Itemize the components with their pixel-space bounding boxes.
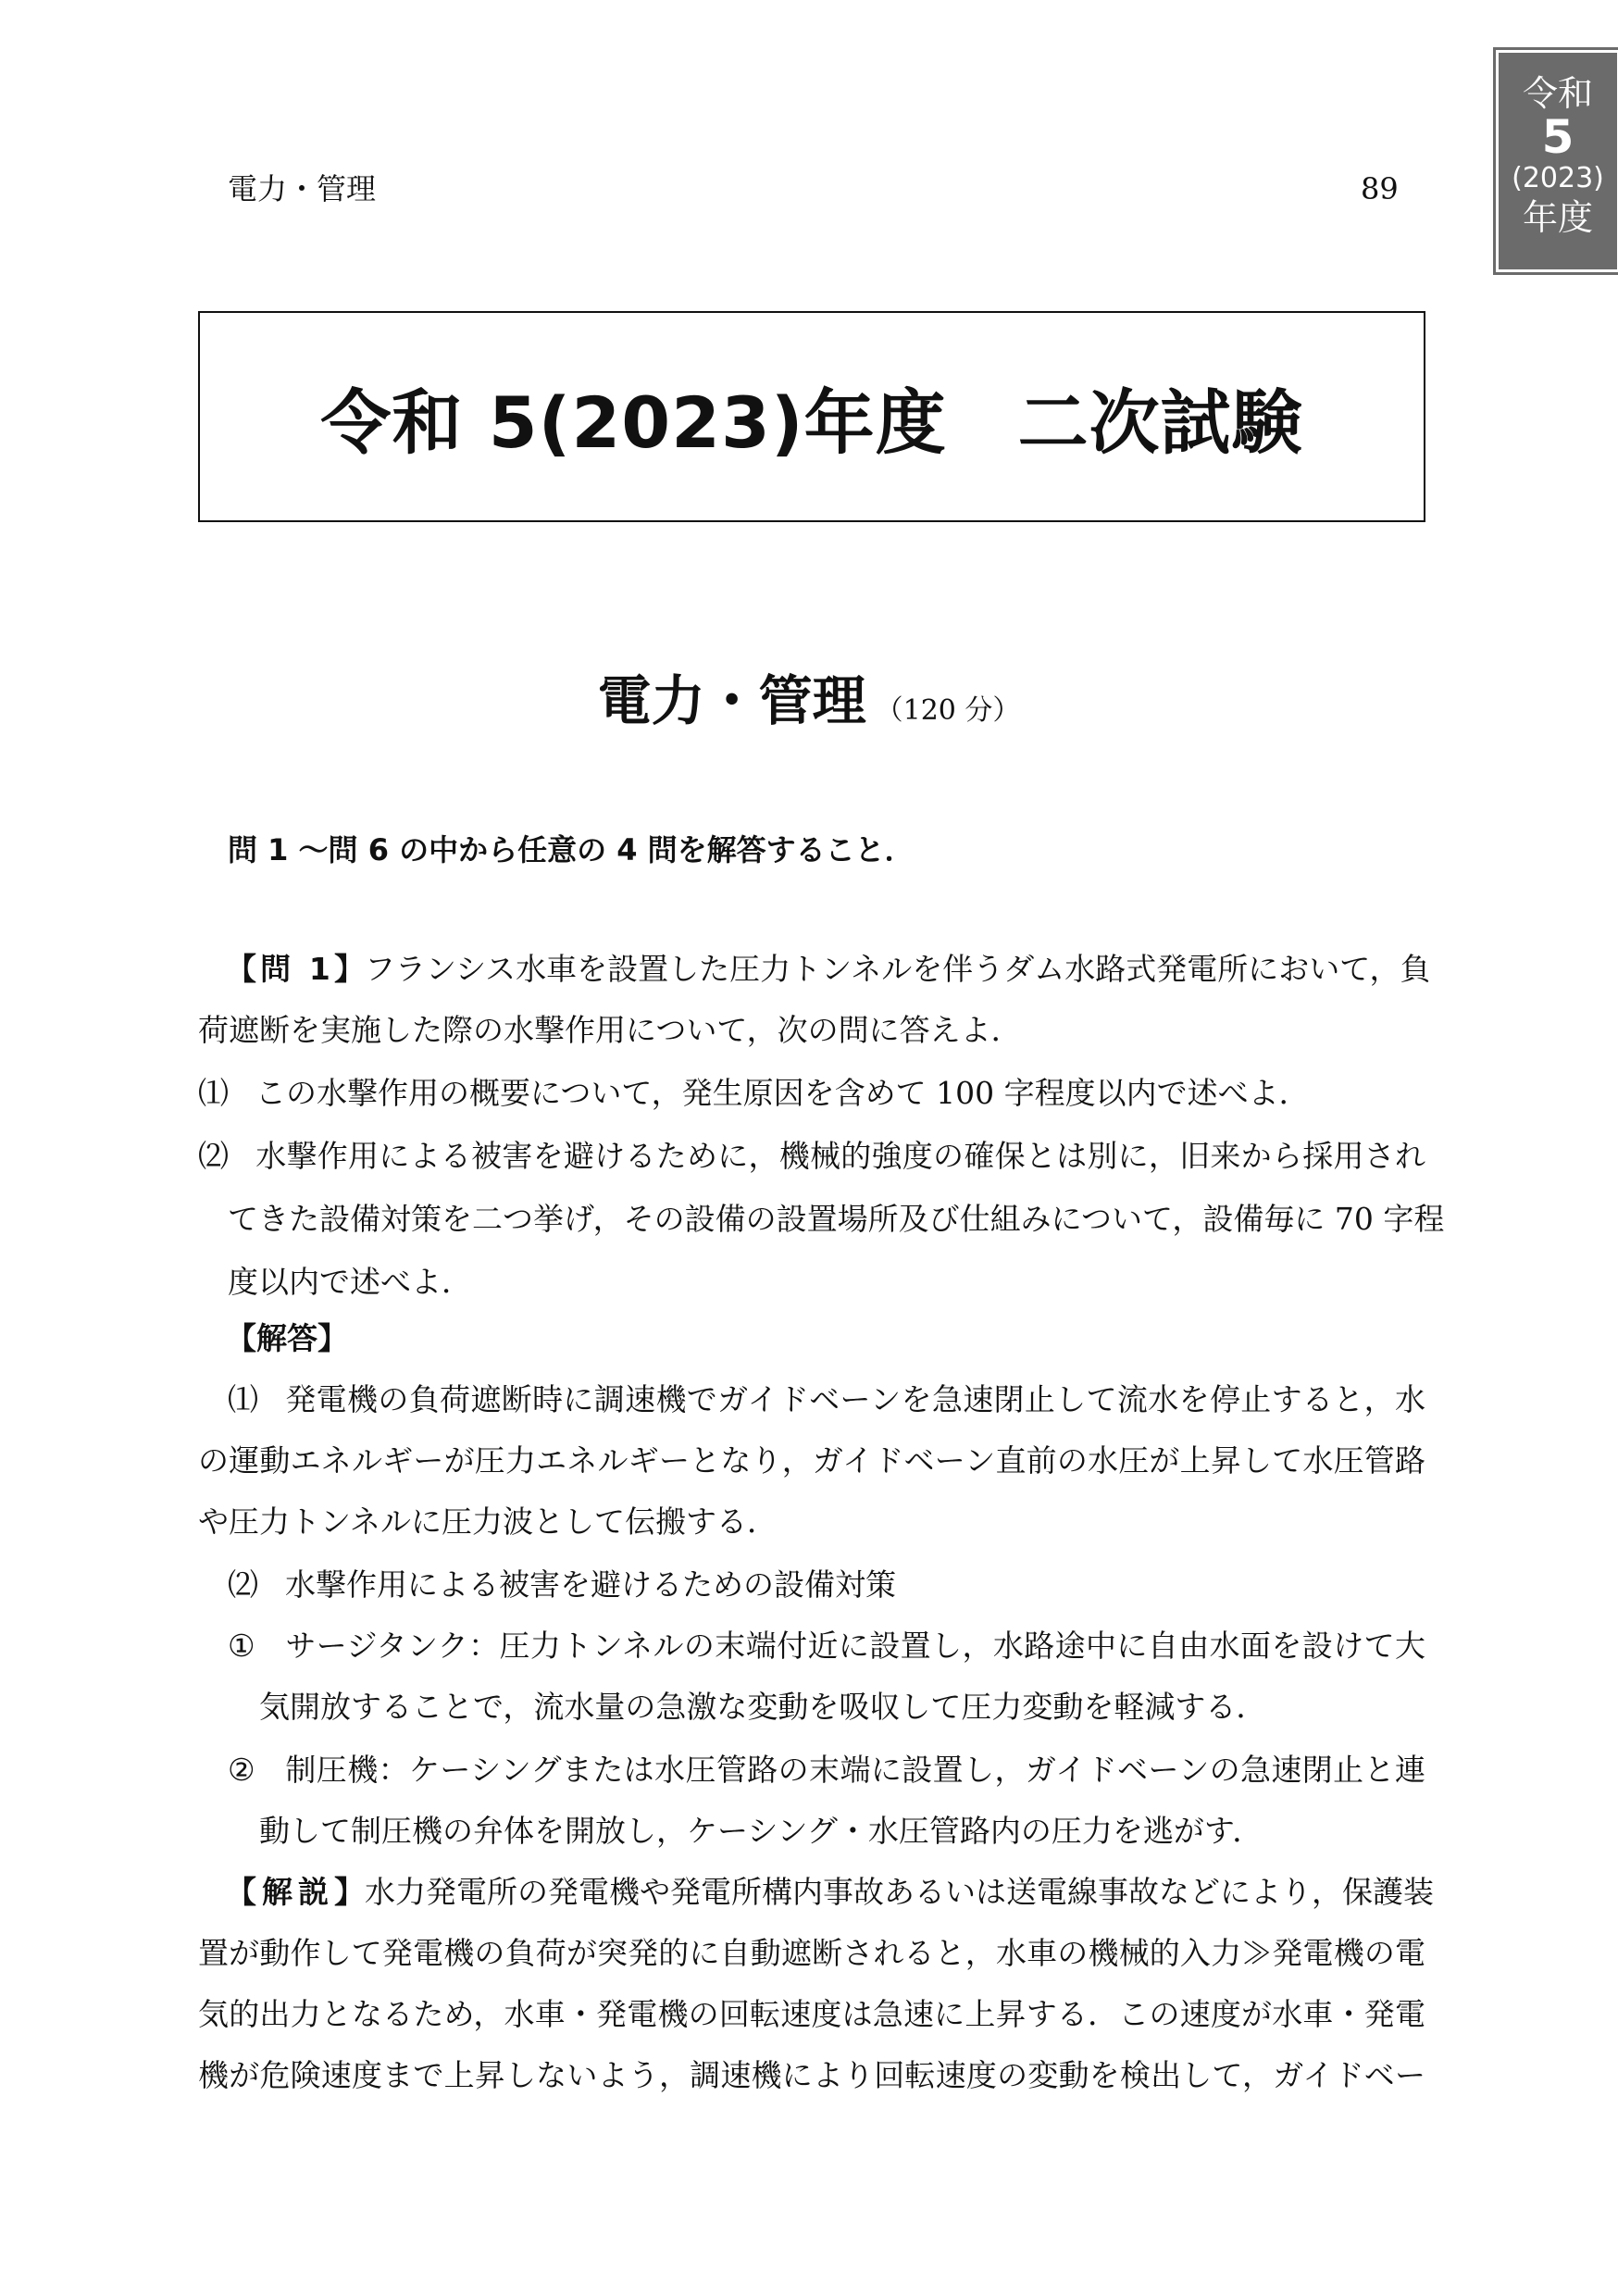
answer-1-marker: ⑴ <box>228 1381 258 1417</box>
year-side-tab <box>1496 50 1618 272</box>
answer-2-marker: ⑵ <box>228 1566 258 1603</box>
explanation-line-3: 気的出力となるため，水車・発電機の回転速度は急速に上昇する．この速度が水車・発電 <box>198 1996 1425 2032</box>
question-line-2: 荷遮断を実施した際の水撃作用について，次の問に答えよ． <box>198 1012 1022 1048</box>
question-item-2-line-2: てきた設備対策を二つ挙げ，その設備の設置場所及び仕組みについて，設備毎に 70 字程 <box>228 1201 1445 1237</box>
question-item-1-text: この水撃作用の概要について，発生原因を含めて 100 字程度以内で述べよ． <box>255 1075 1310 1111</box>
answer-2-item-2-marker: ② <box>228 1752 255 1788</box>
question-item-2-line-1 <box>198 1127 1425 1186</box>
answer-2-item-1-text-1: サージタンク：圧力トンネルの末端付近に設置し，水路途中に自由水面を設けて大 <box>285 1628 1425 1664</box>
side-tab-number: 5 <box>1541 110 1574 164</box>
answer-1-line-1 <box>228 1370 1425 1429</box>
question-line-1 <box>226 940 1431 999</box>
question-item-2-text-1: 水撃作用による被害を避けるために，機械的強度の確保とは別に，旧来から採用され <box>255 1138 1426 1174</box>
page-number: 89 <box>1361 171 1399 206</box>
side-tab-era: 令和 <box>1522 73 1593 114</box>
side-tab-year: (2023) <box>1512 162 1604 194</box>
answer-1-line-2: の運動エネルギーが圧力エネルギーとなり，ガイドベーン直前の水圧が上昇して水圧管路 <box>198 1442 1425 1479</box>
subject-heading <box>0 657 1618 735</box>
title-box <box>198 311 1425 522</box>
subject-name: 電力・管理 <box>597 669 866 732</box>
answer-2-item-1-line-2: 気開放することで，流水量の急激な変動を吸収して圧力変動を軽減する． <box>259 1689 1267 1725</box>
answer-2-item-2-line-1 <box>228 1741 1425 1800</box>
answer-2-heading-text: 水撃作用による被害を避けるための設備対策 <box>285 1566 896 1603</box>
answer-1-line-3: や圧力トンネルに圧力波として伝搬する． <box>198 1504 778 1540</box>
explanation-line-4: 機が危険速度まで上昇しないよう，調速機により回転速度の変動を検出して，ガイドベー <box>198 2057 1425 2093</box>
explanation-text-1: 水力発電所の発電機や発電所構内事故あるいは送電線事故などにより，保護装 <box>365 1874 1434 1910</box>
question-item-1 <box>198 1064 1310 1123</box>
side-tab-nendo: 年度 <box>1522 197 1593 238</box>
running-head: 電力・管理 <box>228 171 377 206</box>
answer-2-heading <box>228 1555 896 1615</box>
answer-2-item-1-line-1 <box>228 1616 1425 1676</box>
answer-label: 【解答】 <box>226 1320 348 1356</box>
page-title: 令和 5(2023)年度 二次試験 <box>320 381 1303 464</box>
question-text-1: フランシス水車を設置した圧力トンネルを伴うダム水路式発電所において，負 <box>365 951 1431 987</box>
exam-time: （120 分） <box>875 694 1021 727</box>
answer-2-item-2-text-1: 制圧機：ケーシングまたは水圧管路の末端に設置し，ガイドベーンの急速閉止と連 <box>285 1752 1425 1788</box>
answer-2-item-1-marker: ① <box>228 1628 255 1664</box>
question-item-2-line-3: 度以内で述べよ． <box>228 1264 472 1300</box>
answer-2-item-2-line-2: 動して制圧機の弁体を開放し，ケーシング・水圧管路内の圧力を逃がす． <box>259 1813 1263 1849</box>
explanation-line-1 <box>226 1863 1434 1922</box>
question-item-2-marker: ⑵ <box>198 1138 229 1174</box>
instruction: 問 1 〜問 6 の中から任意の 4 問を解答すること． <box>228 832 915 867</box>
explanation-label: 【解説】 <box>226 1874 365 1910</box>
question-item-1-marker: ⑴ <box>198 1075 229 1111</box>
answer-1-text-1: 発電機の負荷遮断時に調速機でガイドベーンを急速閉止して流水を停止すると，水 <box>285 1381 1425 1417</box>
question-label: 【問 1】 <box>226 951 365 987</box>
explanation-line-2: 置が動作して発電機の負荷が突発的に自動遮断されると，水車の機械的入力≫発電機の電 <box>198 1935 1425 1971</box>
